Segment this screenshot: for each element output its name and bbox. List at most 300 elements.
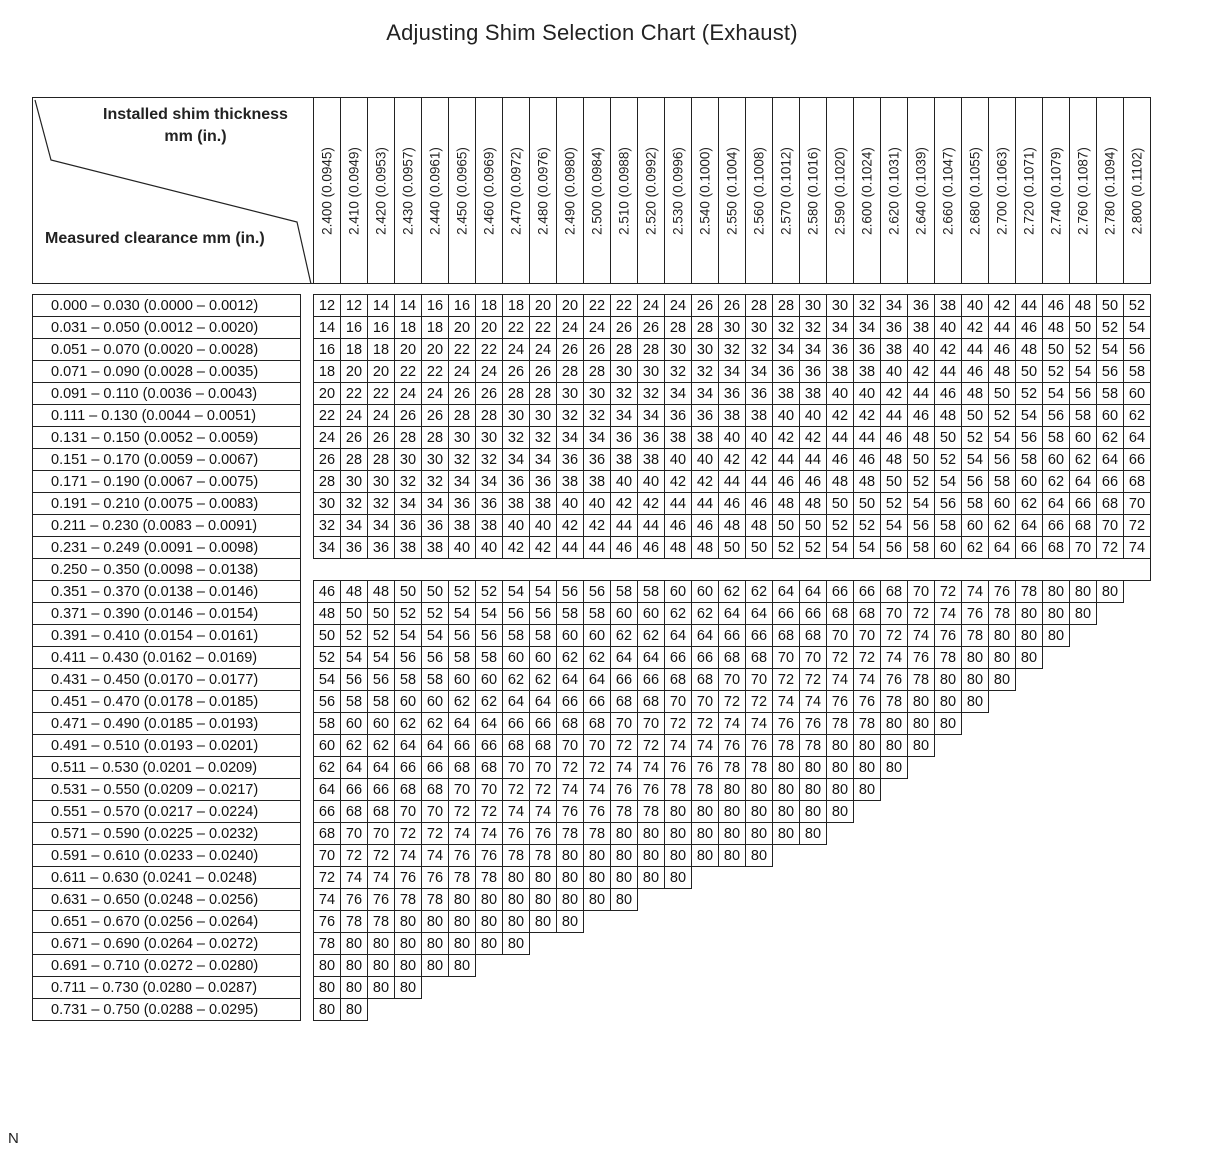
- shim-number-cell: 72: [1124, 515, 1151, 537]
- shim-number-cell: 80: [746, 845, 773, 867]
- clearance-range-label: 0.000 – 0.030 (0.0000 – 0.0012): [33, 295, 301, 317]
- shim-number-cell: 70: [881, 603, 908, 625]
- empty-cell: [962, 999, 989, 1021]
- shim-number-cell: 76: [368, 889, 395, 911]
- shim-number-cell: 64: [476, 713, 503, 735]
- shim-number-cell: 80: [719, 779, 746, 801]
- shim-number-cell: 72: [314, 867, 341, 889]
- shim-number-cell: 66: [746, 625, 773, 647]
- empty-cell: [422, 999, 449, 1021]
- shim-number-cell: 64: [314, 779, 341, 801]
- empty-cell: [1124, 713, 1151, 735]
- table-row: [33, 317, 1151, 339]
- shim-number-cell: 80: [800, 757, 827, 779]
- shim-number-cell: 70: [1097, 515, 1124, 537]
- shim-number-cell: 28: [476, 405, 503, 427]
- shim-number-cell: 78: [476, 867, 503, 889]
- column-gap: [301, 581, 314, 603]
- shim-number-cell: 66: [530, 713, 557, 735]
- shim-number-cell: 20: [530, 295, 557, 317]
- empty-cell: [962, 757, 989, 779]
- blank-cell: [638, 559, 665, 581]
- shim-number-cell: 78: [503, 845, 530, 867]
- shim-number-cell: 68: [422, 779, 449, 801]
- shim-number-cell: 54: [935, 471, 962, 493]
- shim-number-cell: 50: [908, 449, 935, 471]
- shim-number-cell: 38: [557, 471, 584, 493]
- shim-number-cell: 22: [449, 339, 476, 361]
- empty-cell: [503, 999, 530, 1021]
- empty-cell: [773, 955, 800, 977]
- shim-number-cell: 78: [746, 757, 773, 779]
- shim-number-cell: 32: [692, 361, 719, 383]
- empty-cell: [638, 889, 665, 911]
- shim-number-cell: 52: [881, 493, 908, 515]
- empty-cell: [1097, 823, 1124, 845]
- empty-cell: [638, 911, 665, 933]
- empty-cell: [1016, 955, 1043, 977]
- shim-number-cell: 68: [1070, 515, 1097, 537]
- shim-number-cell: 56: [557, 581, 584, 603]
- shim-number-cell: 42: [692, 471, 719, 493]
- thickness-column-header: [530, 98, 557, 284]
- empty-cell: [1070, 845, 1097, 867]
- shim-number-cell: 30: [665, 339, 692, 361]
- empty-cell: [1016, 691, 1043, 713]
- shim-number-cell: 80: [773, 757, 800, 779]
- header-gap-row: [33, 284, 1151, 295]
- shim-number-cell: 20: [368, 361, 395, 383]
- shim-number-cell: 80: [476, 911, 503, 933]
- blank-cell: [827, 559, 854, 581]
- empty-cell: [746, 889, 773, 911]
- shim-number-cell: 42: [854, 405, 881, 427]
- empty-cell: [638, 977, 665, 999]
- empty-cell: [557, 977, 584, 999]
- shim-number-cell: 34: [719, 361, 746, 383]
- shim-number-cell: 34: [881, 295, 908, 317]
- shim-number-cell: 46: [719, 493, 746, 515]
- shim-number-cell: 12: [314, 295, 341, 317]
- shim-number-cell: 56: [422, 647, 449, 669]
- shim-number-cell: 70: [1070, 537, 1097, 559]
- shim-number-cell: 80: [746, 779, 773, 801]
- shim-number-cell: 78: [611, 801, 638, 823]
- shim-number-cell: 60: [1016, 471, 1043, 493]
- shim-number-cell: 64: [1016, 515, 1043, 537]
- shim-number-cell: 68: [800, 625, 827, 647]
- empty-cell: [665, 955, 692, 977]
- blank-cell: [584, 559, 611, 581]
- shim-number-cell: 30: [368, 471, 395, 493]
- empty-cell: [746, 955, 773, 977]
- empty-cell: [1124, 757, 1151, 779]
- shim-number-cell: 80: [530, 867, 557, 889]
- shim-number-cell: 80: [989, 625, 1016, 647]
- shim-number-cell: 54: [1016, 405, 1043, 427]
- shim-number-cell: 80: [989, 669, 1016, 691]
- shim-number-cell: 74: [935, 603, 962, 625]
- shim-number-cell: 32: [719, 339, 746, 361]
- shim-number-cell: 58: [1016, 449, 1043, 471]
- shim-number-cell: 68: [854, 603, 881, 625]
- shim-number-cell: 52: [773, 537, 800, 559]
- shim-number-cell: 70: [1124, 493, 1151, 515]
- empty-cell: [692, 911, 719, 933]
- thickness-column-label: 2.490 (0.0980): [562, 146, 578, 235]
- empty-cell: [1070, 823, 1097, 845]
- shim-number-cell: 72: [503, 779, 530, 801]
- empty-cell: [584, 955, 611, 977]
- shim-number-cell: 38: [800, 383, 827, 405]
- empty-cell: [908, 757, 935, 779]
- shim-number-cell: 32: [773, 317, 800, 339]
- clearance-range-label: 0.071 – 0.090 (0.0028 – 0.0035): [33, 361, 301, 383]
- shim-number-cell: 56: [908, 515, 935, 537]
- empty-cell: [611, 933, 638, 955]
- shim-number-cell: 34: [692, 383, 719, 405]
- empty-cell: [1043, 933, 1070, 955]
- empty-cell: [1016, 823, 1043, 845]
- shim-number-cell: 34: [665, 383, 692, 405]
- shim-number-cell: 20: [395, 339, 422, 361]
- empty-cell: [1124, 977, 1151, 999]
- column-gap: [301, 537, 314, 559]
- shim-number-cell: 32: [503, 427, 530, 449]
- shim-number-cell: 64: [1070, 471, 1097, 493]
- shim-number-cell: 66: [800, 603, 827, 625]
- shim-number-cell: 80: [719, 801, 746, 823]
- empty-cell: [881, 977, 908, 999]
- empty-cell: [935, 977, 962, 999]
- empty-cell: [989, 713, 1016, 735]
- shim-number-cell: 50: [1097, 295, 1124, 317]
- shim-number-cell: 32: [422, 471, 449, 493]
- shim-number-cell: 76: [854, 691, 881, 713]
- empty-cell: [881, 911, 908, 933]
- shim-number-cell: 26: [395, 405, 422, 427]
- shim-number-cell: 44: [692, 493, 719, 515]
- thickness-column-label: 2.560 (0.1008): [751, 146, 767, 235]
- shim-number-cell: 68: [341, 801, 368, 823]
- empty-cell: [1124, 999, 1151, 1021]
- clearance-range-label: 0.431 – 0.450 (0.0170 – 0.0177): [33, 669, 301, 691]
- clearance-range-label: 0.091 – 0.110 (0.0036 – 0.0043): [33, 383, 301, 405]
- shim-number-cell: 68: [746, 647, 773, 669]
- shim-number-cell: 70: [746, 669, 773, 691]
- thickness-column-label: 2.480 (0.0976): [535, 146, 551, 235]
- empty-cell: [1043, 977, 1070, 999]
- shim-number-cell: 62: [503, 669, 530, 691]
- empty-cell: [1043, 647, 1070, 669]
- shim-number-cell: 66: [1097, 471, 1124, 493]
- shim-number-cell: 70: [908, 581, 935, 603]
- clearance-range-label: 0.371 – 0.390 (0.0146 – 0.0154): [33, 603, 301, 625]
- shim-number-cell: 80: [827, 735, 854, 757]
- table-row: [33, 427, 1151, 449]
- thickness-column-label: 2.430 (0.0957): [400, 146, 416, 235]
- shim-number-cell: 74: [827, 669, 854, 691]
- empty-cell: [530, 977, 557, 999]
- shim-number-cell: 72: [422, 823, 449, 845]
- column-gap: [301, 911, 314, 933]
- shim-number-cell: 54: [962, 449, 989, 471]
- empty-cell: [827, 933, 854, 955]
- blank-cell: [476, 559, 503, 581]
- empty-cell: [1124, 779, 1151, 801]
- shim-number-cell: 60: [476, 669, 503, 691]
- shim-number-cell: 58: [503, 625, 530, 647]
- clearance-range-label: 0.531 – 0.550 (0.0209 – 0.0217): [33, 779, 301, 801]
- empty-cell: [989, 867, 1016, 889]
- column-gap: [301, 339, 314, 361]
- shim-number-cell: 54: [1097, 339, 1124, 361]
- shim-number-cell: 58: [368, 691, 395, 713]
- shim-number-cell: 78: [800, 735, 827, 757]
- empty-cell: [692, 955, 719, 977]
- shim-number-cell: 74: [476, 823, 503, 845]
- shim-number-cell: 66: [341, 779, 368, 801]
- table-row: [33, 383, 1151, 405]
- empty-cell: [1097, 801, 1124, 823]
- empty-cell: [773, 933, 800, 955]
- shim-number-cell: 80: [881, 757, 908, 779]
- shim-number-cell: 60: [962, 515, 989, 537]
- column-gap: [301, 603, 314, 625]
- column-gap: [301, 735, 314, 757]
- table-row: [33, 955, 1151, 977]
- shim-number-cell: 70: [665, 691, 692, 713]
- empty-cell: [1097, 735, 1124, 757]
- shim-number-cell: 70: [584, 735, 611, 757]
- table-row: [33, 361, 1151, 383]
- thickness-column-label: 2.780 (0.1094): [1102, 146, 1118, 235]
- empty-cell: [989, 889, 1016, 911]
- empty-cell: [665, 977, 692, 999]
- empty-cell: [719, 889, 746, 911]
- shim-number-cell: 72: [341, 845, 368, 867]
- column-gap: [301, 405, 314, 427]
- empty-cell: [908, 867, 935, 889]
- empty-cell: [773, 977, 800, 999]
- shim-number-cell: 66: [638, 669, 665, 691]
- shim-number-cell: 46: [773, 471, 800, 493]
- empty-cell: [908, 779, 935, 801]
- thickness-column-header: [1016, 98, 1043, 284]
- shim-number-cell: 64: [665, 625, 692, 647]
- empty-cell: [422, 977, 449, 999]
- shim-number-cell: 24: [530, 339, 557, 361]
- shim-number-cell: 32: [368, 493, 395, 515]
- empty-cell: [1097, 845, 1124, 867]
- shim-number-cell: 40: [611, 471, 638, 493]
- table-row: [33, 669, 1151, 691]
- shim-number-cell: 64: [638, 647, 665, 669]
- shim-number-cell: 70: [341, 823, 368, 845]
- shim-number-cell: 36: [881, 317, 908, 339]
- table-row: [33, 977, 1151, 999]
- column-gap: [301, 823, 314, 845]
- shim-number-cell: 80: [395, 933, 422, 955]
- empty-cell: [1016, 669, 1043, 691]
- shim-number-cell: 36: [854, 339, 881, 361]
- shim-number-cell: 24: [584, 317, 611, 339]
- shim-number-cell: 40: [584, 493, 611, 515]
- shim-number-cell: 80: [746, 801, 773, 823]
- table-row: [33, 559, 1151, 581]
- shim-number-cell: 78: [665, 779, 692, 801]
- shim-number-cell: 80: [584, 845, 611, 867]
- column-gap: [301, 515, 314, 537]
- empty-cell: [989, 845, 1016, 867]
- shim-number-cell: 36: [368, 537, 395, 559]
- empty-cell: [1097, 603, 1124, 625]
- table-row: [33, 713, 1151, 735]
- table-row: [33, 515, 1151, 537]
- thickness-column-label: 2.660 (0.1047): [940, 146, 956, 235]
- thickness-column-header: [368, 98, 395, 284]
- shim-number-cell: 68: [314, 823, 341, 845]
- shim-number-cell: 42: [935, 339, 962, 361]
- shim-number-cell: 66: [422, 757, 449, 779]
- shim-number-cell: 50: [962, 405, 989, 427]
- shim-number-cell: 46: [692, 515, 719, 537]
- shim-number-cell: 62: [962, 537, 989, 559]
- shim-number-cell: 52: [1070, 339, 1097, 361]
- shim-number-cell: 70: [422, 801, 449, 823]
- shim-number-cell: 68: [665, 669, 692, 691]
- thickness-column-header: [584, 98, 611, 284]
- shim-number-cell: 72: [476, 801, 503, 823]
- clearance-range-label: 0.231 – 0.249 (0.0091 – 0.0098): [33, 537, 301, 559]
- thickness-column-header: [989, 98, 1016, 284]
- empty-cell: [665, 889, 692, 911]
- empty-cell: [881, 867, 908, 889]
- shim-number-cell: 40: [962, 295, 989, 317]
- blank-cell: [692, 559, 719, 581]
- shim-number-cell: 80: [1097, 581, 1124, 603]
- shim-number-cell: 36: [584, 449, 611, 471]
- clearance-range-label: 0.250 – 0.350 (0.0098 – 0.0138): [33, 559, 301, 581]
- clearance-range-label: 0.131 – 0.150 (0.0052 – 0.0059): [33, 427, 301, 449]
- shim-number-cell: 40: [476, 537, 503, 559]
- shim-number-cell: 72: [692, 713, 719, 735]
- empty-cell: [368, 999, 395, 1021]
- shim-number-cell: 38: [449, 515, 476, 537]
- shim-number-cell: 64: [989, 537, 1016, 559]
- shim-number-cell: 36: [557, 449, 584, 471]
- shim-number-cell: 72: [1097, 537, 1124, 559]
- empty-cell: [989, 911, 1016, 933]
- shim-number-cell: 80: [665, 845, 692, 867]
- shim-number-cell: 36: [665, 405, 692, 427]
- shim-number-cell: 74: [584, 779, 611, 801]
- shim-number-cell: 76: [530, 823, 557, 845]
- empty-cell: [746, 867, 773, 889]
- empty-cell: [854, 823, 881, 845]
- shim-number-cell: 80: [611, 889, 638, 911]
- empty-cell: [1070, 911, 1097, 933]
- shim-number-cell: 76: [773, 713, 800, 735]
- empty-cell: [1097, 691, 1124, 713]
- column-gap: [301, 779, 314, 801]
- shim-number-cell: 34: [611, 405, 638, 427]
- shim-number-cell: 30: [476, 427, 503, 449]
- empty-cell: [827, 867, 854, 889]
- thickness-column-header: [449, 98, 476, 284]
- shim-number-cell: 66: [854, 581, 881, 603]
- empty-cell: [881, 955, 908, 977]
- empty-cell: [908, 933, 935, 955]
- shim-number-cell: 78: [449, 867, 476, 889]
- thickness-column-label: 2.400 (0.0945): [319, 146, 335, 235]
- shim-number-cell: 80: [1043, 625, 1070, 647]
- thickness-column-label: 2.540 (0.1000): [697, 146, 713, 235]
- shim-number-cell: 44: [773, 449, 800, 471]
- shim-number-cell: 68: [1043, 537, 1070, 559]
- shim-number-cell: 80: [530, 889, 557, 911]
- table-row: [33, 691, 1151, 713]
- shim-number-cell: 48: [368, 581, 395, 603]
- empty-cell: [1016, 977, 1043, 999]
- empty-cell: [1124, 735, 1151, 757]
- shim-number-cell: 32: [341, 493, 368, 515]
- shim-number-cell: 32: [665, 361, 692, 383]
- empty-cell: [1124, 867, 1151, 889]
- shim-number-cell: 78: [935, 647, 962, 669]
- shim-number-cell: 72: [449, 801, 476, 823]
- empty-cell: [719, 933, 746, 955]
- empty-cell: [584, 911, 611, 933]
- shim-number-cell: 80: [503, 867, 530, 889]
- shim-number-cell: 76: [422, 867, 449, 889]
- shim-number-cell: 42: [503, 537, 530, 559]
- shim-number-cell: 74: [800, 691, 827, 713]
- shim-number-cell: 50: [368, 603, 395, 625]
- shim-number-cell: 62: [611, 625, 638, 647]
- shim-number-cell: 50: [314, 625, 341, 647]
- empty-cell: [1070, 669, 1097, 691]
- empty-cell: [908, 823, 935, 845]
- shim-number-cell: 52: [908, 471, 935, 493]
- shim-number-cell: 24: [503, 339, 530, 361]
- column-gap: [301, 493, 314, 515]
- shim-number-cell: 68: [1097, 493, 1124, 515]
- shim-number-cell: 54: [503, 581, 530, 603]
- shim-number-cell: 34: [314, 537, 341, 559]
- shim-number-cell: 74: [638, 757, 665, 779]
- shim-number-cell: 68: [449, 757, 476, 779]
- shim-number-cell: 70: [854, 625, 881, 647]
- shim-number-cell: 80: [395, 955, 422, 977]
- shim-number-cell: 74: [692, 735, 719, 757]
- shim-number-cell: 52: [476, 581, 503, 603]
- shim-number-cell: 18: [395, 317, 422, 339]
- shim-number-cell: 40: [719, 427, 746, 449]
- shim-number-cell: 80: [476, 933, 503, 955]
- empty-cell: [1016, 735, 1043, 757]
- empty-cell: [1043, 999, 1070, 1021]
- shim-number-cell: 62: [1043, 471, 1070, 493]
- shim-number-cell: 34: [449, 471, 476, 493]
- shim-number-cell: 80: [773, 823, 800, 845]
- empty-cell: [746, 977, 773, 999]
- thickness-column-label: 2.760 (0.1087): [1075, 146, 1091, 235]
- shim-number-cell: 68: [692, 669, 719, 691]
- shim-number-cell: 20: [314, 383, 341, 405]
- shim-number-cell: 48: [800, 493, 827, 515]
- empty-cell: [935, 779, 962, 801]
